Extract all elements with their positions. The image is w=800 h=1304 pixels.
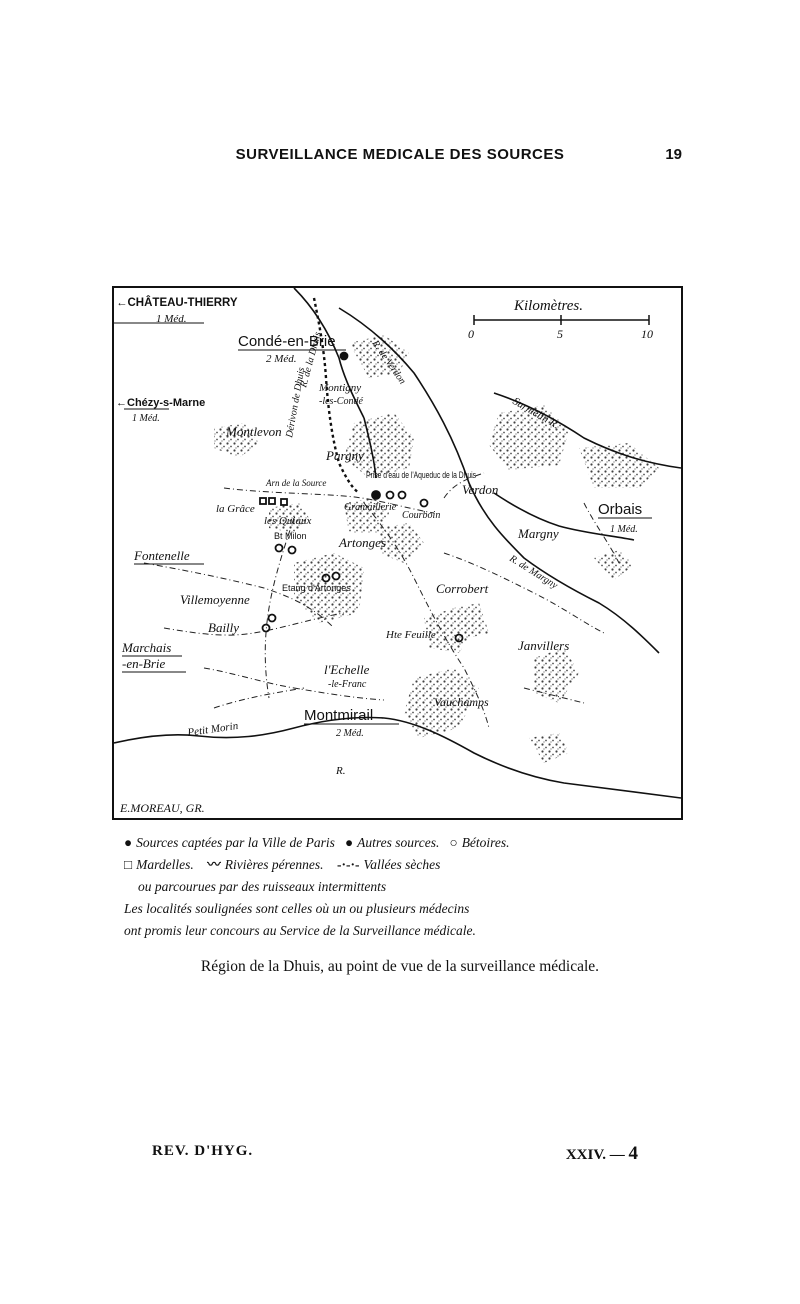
label-montmirail: Montmirail: [304, 707, 374, 724]
label-chezy: ←Chézy-s-Marne: [116, 397, 206, 409]
label-orbais: Orbais: [598, 501, 643, 518]
label-echelle-2: -le-Franc: [328, 679, 367, 690]
label-r-dhuis: R. de la Dhuis: [298, 330, 324, 389]
scale-bar: [468, 298, 653, 341]
legend-row-4: Les localités soulignées sont celles où un ou plusieurs médecins: [124, 901, 470, 916]
label-gramaillerie: Gramaillerie: [344, 502, 397, 513]
legend-mardelles: Mardelles.: [136, 857, 194, 872]
label-verdon: Verdon: [462, 482, 499, 497]
label-prise: Prise d'eau de l'Aqueduc de la Dhuis: [366, 470, 477, 480]
label-conde: Condé-en-Brie: [238, 333, 336, 350]
label-montlevon: Montlevon: [226, 424, 282, 439]
label-courbouin: Courboin: [402, 510, 441, 521]
label-montmirail-med: 2 Méd.: [336, 728, 364, 739]
other-source-icon: ●: [345, 835, 354, 850]
label-ar-source: Arn de la Source: [266, 478, 327, 488]
legend-other-sources: Autres sources.: [357, 835, 440, 850]
legend-row-1: [124, 832, 676, 854]
legend-row-5: ont promis leur concours au Service de la Surveillance médicale.: [124, 923, 476, 938]
footer-dash: —: [609, 1147, 625, 1163]
label-dhuis-canal: Dérivon de Dhuis: [284, 366, 308, 439]
river-line-icon: 〰: [207, 857, 221, 872]
legend-betoires: Bétoires.: [461, 835, 510, 850]
running-title: SURVEILLANCE MEDICALE DES SOURCES: [235, 146, 565, 163]
label-orbais-med: 1 Méd.: [610, 524, 638, 535]
label-pargny: Pargny: [326, 448, 364, 463]
label-r-morin: R.: [336, 765, 346, 777]
label-montigny: Montigny: [319, 382, 362, 394]
label-les-quiaux: les Quiaux: [264, 515, 312, 527]
label-r-surmelin: Surmelin R.: [510, 395, 562, 432]
figure-caption: Région de la Dhuis, au point de vue de la surveillance médicale.: [200, 958, 600, 975]
label-echelle: l'Echelle: [324, 662, 370, 677]
footer-journal: REV. D'HYG.: [152, 1143, 254, 1159]
label-marchais-2: -en-Brie: [122, 656, 166, 671]
mardelle-icon: □: [124, 857, 133, 872]
label-la-grace: la Grâce: [216, 503, 255, 515]
footer-volume: XXIV.: [565, 1147, 606, 1163]
label-marchais: Marchais: [122, 640, 172, 655]
scale-tick-10: 10: [641, 327, 653, 341]
label-janvillers: Janvillers: [518, 638, 570, 653]
legend-dry-valleys: Vallées sèches: [363, 857, 441, 872]
label-etang: Etang d'Artonges: [282, 583, 351, 593]
captured-source-icon: ●: [124, 835, 133, 850]
label-margny: Margny: [518, 526, 559, 541]
map: [112, 286, 683, 820]
label-artonges: Artonges: [339, 535, 386, 550]
label-milon: Bt Milon: [274, 531, 307, 541]
sinkhole-icon: ○: [449, 835, 458, 850]
scale-title: Kilomètres.: [514, 298, 584, 314]
label-fontenelle: Fontenelle: [134, 548, 190, 563]
dry-valley-line-icon: -·-·-: [337, 857, 360, 872]
label-r-verdon: R. de Verdon: [369, 338, 408, 387]
label-conde-med: 2 Méd.: [266, 353, 297, 365]
label-chezy-med: 1 Méd.: [132, 413, 160, 424]
legend-rivers: Rivières pérennes.: [224, 857, 324, 872]
label-corrobert: Corrobert: [436, 581, 489, 596]
label-petit-morin: Petit Morin: [186, 719, 239, 739]
footer-signature: [566, 1143, 638, 1165]
legend-captured-sources: Sources captées par la Ville de Paris: [136, 835, 335, 850]
page-number: 19: [665, 146, 682, 163]
label-montigny-2: -les-Condé: [319, 396, 363, 407]
label-chateau-thierry-med: 1 Méd.: [156, 313, 187, 325]
scale-tick-0: 0: [468, 327, 474, 341]
label-r-margny: R. de Margny: [507, 553, 560, 592]
scale-tick-5: 5: [557, 327, 563, 341]
map-legend: [124, 832, 676, 942]
legend-row-3: ou parcourues par des ruisseaux intermittents: [138, 879, 387, 894]
label-chateau-thierry: ←CHÂTEAU-THIERRY: [116, 297, 238, 309]
label-bailly: Bailly: [208, 620, 240, 635]
footer-sheet: 4: [628, 1143, 638, 1164]
label-feuille: Hte Feuille: [386, 629, 436, 641]
label-vauchamps: Vauchamps: [434, 695, 489, 709]
engraver-credit: E.MOREAU, GR.: [120, 801, 205, 815]
label-villemoyenne: Villemoyenne: [180, 592, 250, 607]
legend-row-2: [124, 854, 676, 876]
